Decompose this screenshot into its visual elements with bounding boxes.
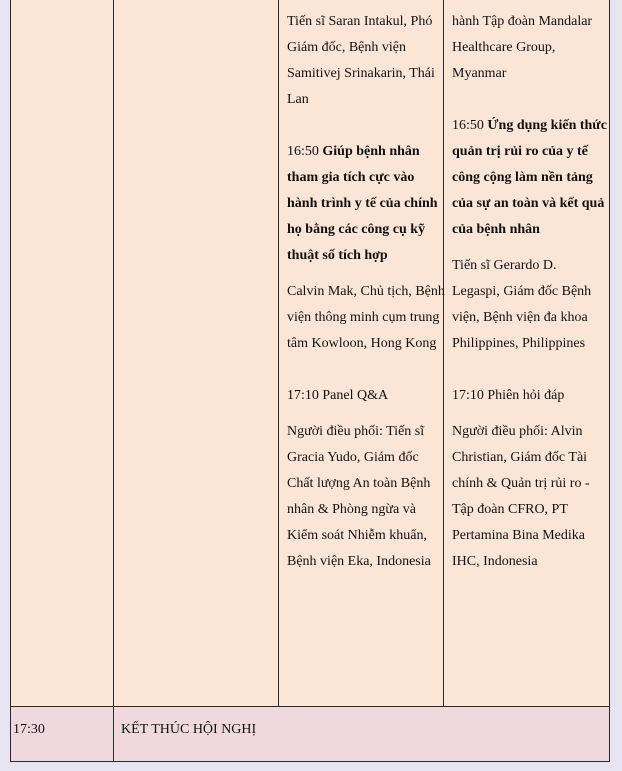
session-b-panel-time: 17:10	[452, 388, 484, 403]
session-a-panel	[287, 383, 445, 409]
session-b-speaker-1: hành Tập đoàn Mandalar Healthcare Group, Myanmar	[452, 14, 593, 81]
session-a-panel-title: Panel Q&A	[322, 388, 389, 403]
session-b-talk-title: Ứng dụng kiến thức quản trị rủi ro của y tế công cộng làm nền tảng của sự an toàn và kết quả của bệnh nhân	[452, 118, 607, 237]
session-b-cell	[452, 9, 607, 575]
session-b-panel-title: Phiên hỏi đáp	[487, 388, 565, 403]
agenda-row-closing	[11, 707, 609, 761]
session-a-cell	[287, 9, 445, 575]
session-a-moderator: Người điều phối: Tiến sĩ Gracia Yudo, Giám đốc Chất lượng An toàn Bệnh nhân & Phòng ngừa và Kiểm soát Nhiễm khuẩn, Bệnh viện Eka, Indonesia	[287, 424, 431, 569]
session-a-talk-time: 16:50	[287, 144, 319, 159]
session-a-speaker-1: Tiến sĩ Saran Intakul, Phó Giám đốc, Bệnh viện Samitivej Srinakarin, Thái Lan	[287, 14, 435, 107]
agenda-row-sessions	[11, 0, 609, 707]
column-divider	[278, 0, 279, 706]
column-divider	[113, 0, 114, 706]
session-a-speaker-2: Calvin Mak, Chủ tịch, Bệnh viện thông minh cụm trung tâm Kowloon, Hong Kong	[287, 284, 445, 351]
session-b-panel	[452, 383, 607, 409]
session-b-talk	[452, 113, 607, 243]
session-b-moderator: Người điều phối: Alvin Christian, Giám đốc Tài chính & Quản trị rủi ro - Tập đoàn CFRO, PT Pertamina Bina Medika IHC, Indonesia	[452, 424, 590, 569]
session-a-talk-title: Giúp bệnh nhân tham gia tích cực vào hành trình y tế của chính họ bằng các công cụ kỹ thuật số tích hợp	[287, 144, 438, 263]
column-divider	[113, 707, 114, 761]
session-b-speaker-2: Tiến sĩ Gerardo D. Legaspi, Giám đốc Bệnh viện, Bệnh viện đa khoa Philippines, Philippines	[452, 258, 592, 351]
agenda-table	[10, 0, 610, 762]
session-a-talk	[287, 139, 445, 269]
closing-time: 17:30	[13, 722, 45, 737]
session-b-talk-time: 16:50	[452, 118, 484, 133]
closing-label: KẾT THÚC HỘI NGHỊ	[121, 722, 257, 737]
session-a-panel-time: 17:10	[287, 388, 319, 403]
